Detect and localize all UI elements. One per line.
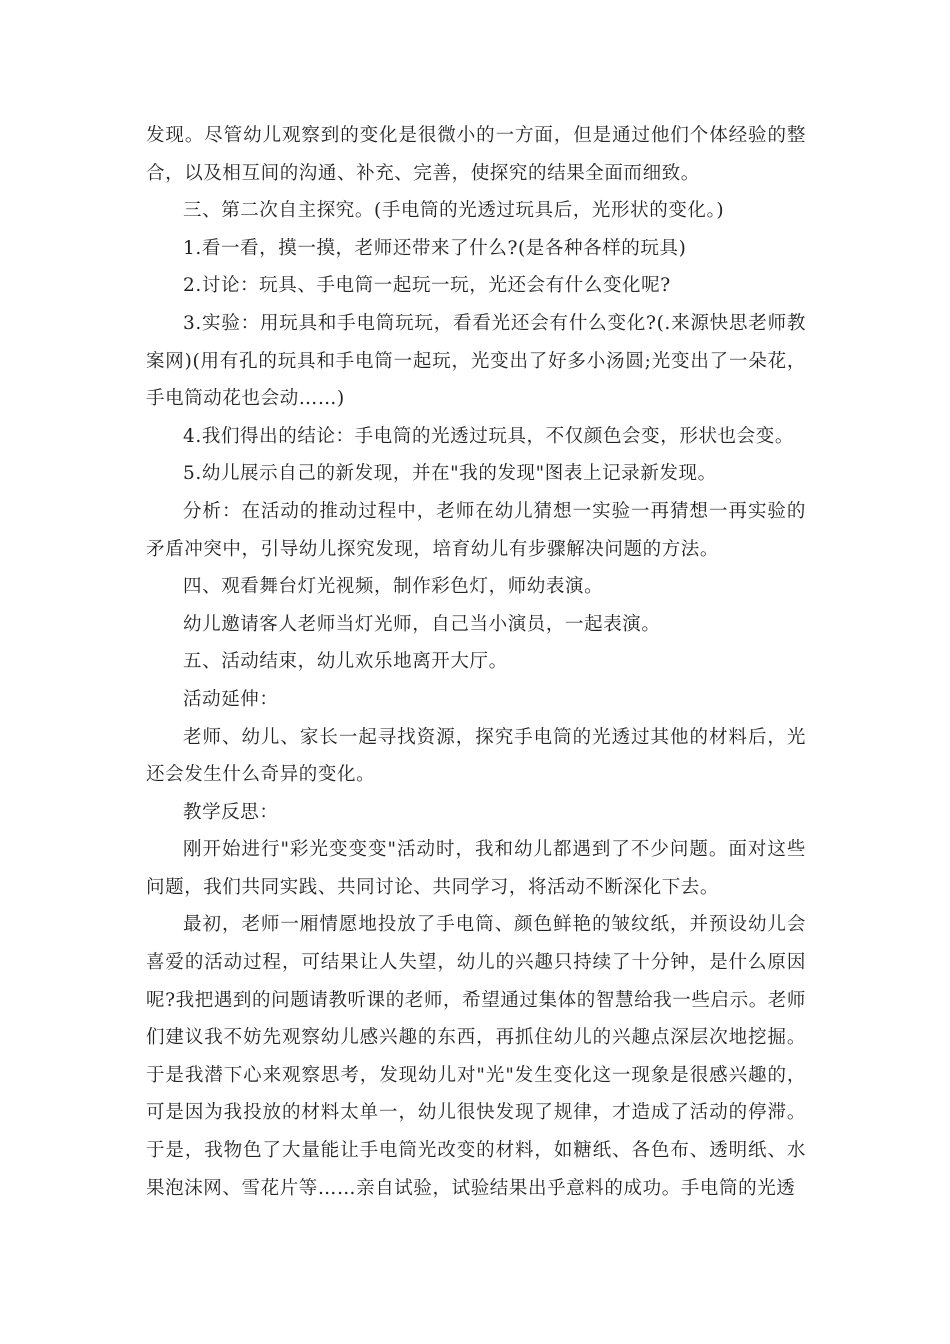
document-body <box>146 117 806 1207</box>
activity-extension-paragraph: 老师、幼儿、家长一起寻找资源，探究手电筒的光透过其他的材料后，光还会发生什么奇异的变化。 <box>146 726 806 786</box>
section-heading-second-exploration: 三、第二次自主探究。(手电筒的光透过玩具后，光形状的变化。) <box>183 200 725 222</box>
list-item-step-5: 5.幼儿展示自己的新发现，并在"我的发现"图表上记录新发现。 <box>183 463 717 485</box>
section-heading-activity-end: 五、活动结束，幼儿欢乐地离开大厅。 <box>183 651 508 673</box>
analysis-paragraph: 分析：在活动的推动过程中，老师在幼儿猜想一实验一再猜想一再实验的矛盾冲突中，引导幼儿探究发现，培育幼儿有步骤解决问题的方法。 <box>146 500 806 560</box>
reflection-paragraph-1: 刚开始进行"彩光变变变"活动时，我和幼儿都遇到了不少问题。面对这些问题，我们共同实践、共同讨论、共同学习，将活动不断深化下去。 <box>146 839 806 898</box>
list-item-step-1: 1.看一看，摸一摸，老师还带来了什么?(是各种各样的玩具) <box>183 237 687 259</box>
list-item-step-4: 4.我们得出的结论：手电筒的光透过玩具，不仅颜色会变，形状也会变。 <box>183 425 794 447</box>
heading-teaching-reflection: 教学反思： <box>183 801 279 823</box>
list-item-step-2: 2.讨论：玩具、手电筒一起玩一玩，光还会有什么变化呢? <box>183 275 671 297</box>
reflection-paragraph-2: 最初，老师一厢情愿地投放了手电筒、颜色鲜艳的皱纹纸，并预设幼儿会喜爱的活动过程，可结果让人失望，幼儿的兴趣只持续了十分钟，是什么原因呢?我把遇到的问题请教听课的老师，希望通过集体的智慧给我一些启示。老师们建议我不妨先观察幼儿感兴趣的东西，再抓住幼儿的兴趣点深层次地挖掘。于是我潜下心来观察思考，发现幼儿对"光"发生变化这一现象是很感兴趣的，可是因为我投放的材料太单一，幼儿很快发现了规律，才造成了活动的停滞。于是，我物色了大量能让手电筒光改变的材料，如糖纸、各色布、透明纸、水果泡沫网、雪花片等……亲自试验，试验结果出乎意料的成功。手电筒的光透 <box>146 914 806 1199</box>
section-heading-stage-performance: 四、观看舞台灯光视频，制作彩色灯，师幼表演。 <box>183 576 604 598</box>
heading-activity-extension: 活动延伸： <box>183 688 279 710</box>
list-item-step-3: 3.实验：用玩具和手电筒玩玩，看看光还会有什么变化?(.来源快思老师教案网)(用有孔的玩具和手电筒一起玩，光变出了好多小汤圆;光变出了一朵花，手电筒动花也会动……) <box>146 312 806 410</box>
performance-paragraph: 幼儿邀请客人老师当灯光师，自己当小演员，一起表演。 <box>183 613 661 635</box>
paragraph-continuation: 发现。尽管幼儿观察到的变化是很微小的一方面，但是通过他们个体经验的整合，以及相互间的沟通、补充、完善，使探究的结果全面而细致。 <box>146 125 806 184</box>
